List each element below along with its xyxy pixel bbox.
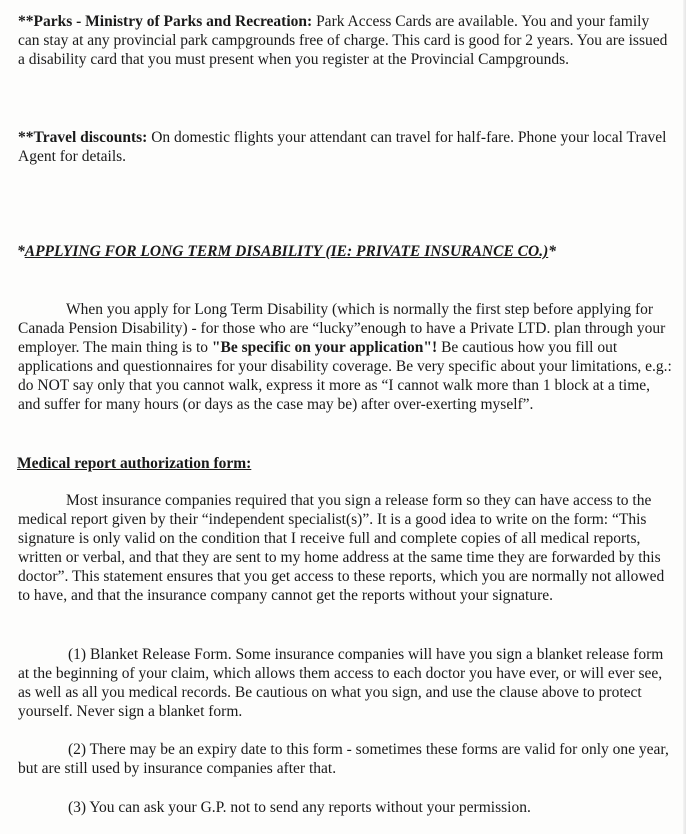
travel-text: On domestic flights your attendant can travel for half-fare. Phone your local Travel Agent for details. [18,129,667,165]
list-item-3: (3) You can ask your G.P. not to send any reports without your permission. [68,799,531,816]
ltd-text-part2: Be cautious how you fill out applications and questionnaires for your disability coverage. Be very specific about your limitations, e.g.: do NOT say only that you cannot walk, express it more as “I cannot walk more than 1 block at a time, and suffer for many hours (or days as the case may be) after over-exerting myself”. [18,339,672,413]
list-item-2: (2) There may be an expiry date to this form - sometimes these forms are valid for only one year, but are still used by insurance companies after that. [18,741,669,777]
travel-paragraph [18,128,673,166]
ltd-paragraph [18,300,673,414]
ltd-emphasis: "Be specific on your application"! [211,339,438,356]
medical-paragraph: Most insurance companies required that you sign a release form so they can have access to the medical report given by their “independent specialist(s)”. It is a good idea to write on the form: “This signature is only valid on the condition that I receive full and complete copies of all medical reports, written or verbal, and that they are sent to my home address at the same time they are forwarded by this doctor”. This statement ensures that you get access to these reports, which you are normally not allowed to have, and that the insurance company cannot get the reports without your signature. [18,492,665,604]
ltd-heading-suffix: * [548,243,556,260]
travel-label: **Travel discounts: [18,129,148,146]
ltd-heading-title: APPLYING FOR LONG TERM DISABILITY (IE: PRIVATE INSURANCE CO.) [24,243,549,260]
parks-label: **Parks - Ministry of Parks and Recreation: [18,13,313,30]
parks-paragraph [18,12,673,69]
ltd-heading [17,242,556,261]
parks-text: Park Access Cards are available. You and your family can stay at any provincial park campgrounds free of charge. This card is good for 2 years. You are issued a disability card that you must present when you register at the Provincial Campgrounds. [18,13,668,68]
ltd-text-part1: When you apply for Long Term Disability (which is normally the first step before applying for Canada Pension Disability) - for those who are “lucky”enough to have a Private LTD. plan through your employer. The main thing is to [18,301,666,356]
medical-heading: Medical report authorization form: [17,455,252,472]
ltd-heading-prefix: * [17,243,25,260]
list-item-1: (1) Blanket Release Form. Some insurance companies will have you sign a blanket release form at the beginning of your claim, which allows them access to each doctor you have ever, or will ever see, as well as all you medical records. Be cautious on what you sign, and use the clause above to protect yourself. Never sign a blanket form. [18,646,664,720]
